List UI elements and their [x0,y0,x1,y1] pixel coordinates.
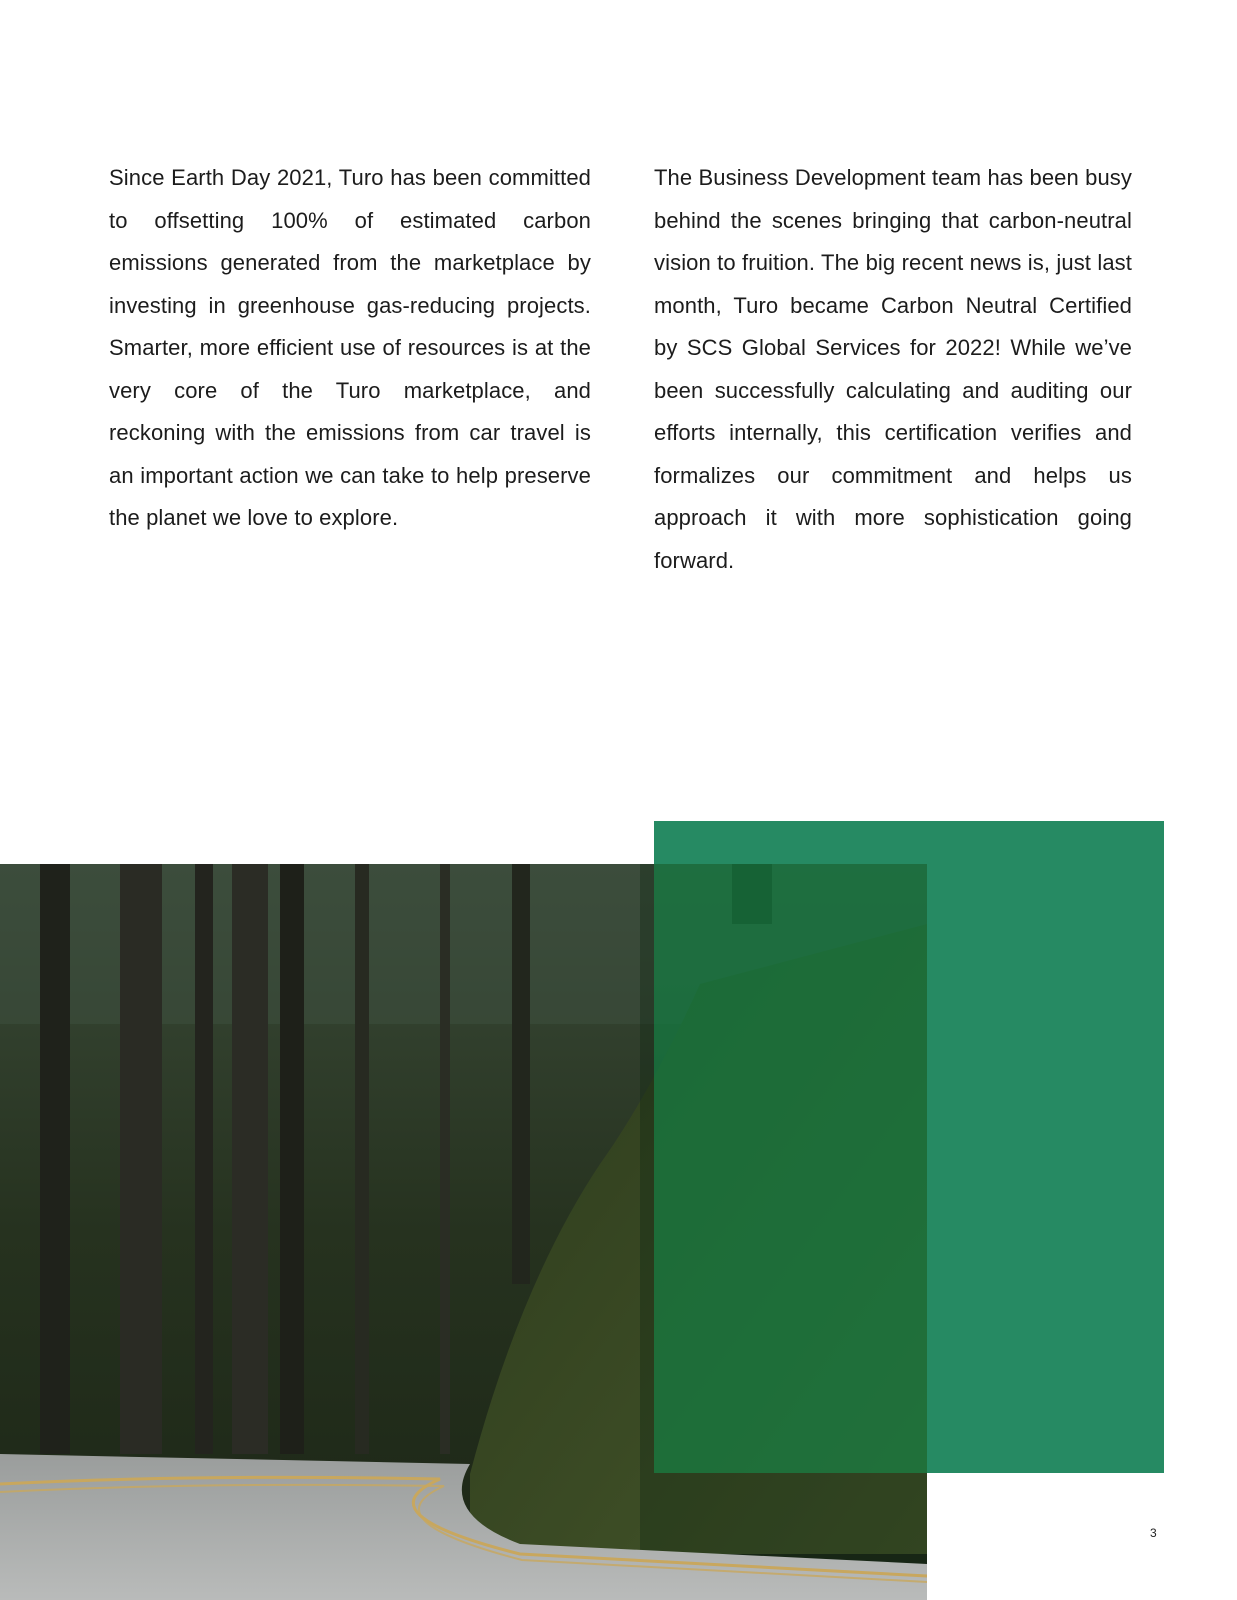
page-number: 3 [1150,1526,1157,1540]
left-paragraph: Since Earth Day 2021, Turo has been committed to offsetting 100% of estimated carbon emissions generated from the marketplace by investing in greenhouse gas-reducing projects. Smarter, more efficient use of resources is at the very core of the Turo marketplace, and reckoning with the emissions from car travel is an important action we can take to help preserve the planet we love to explore. [109,165,591,530]
right-paragraph: The Business Development team has been busy behind the scenes bringing that carbon-neutral vision to fruition. The big recent news is, just last month, Turo became Carbon Neutral Certified by SCS Global Services for 2022! While we’ve been successfully calculating and auditing our efforts internally, this certification verifies and formalizes our commitment and helps us approach it with more sophistication going forward. [654,165,1132,573]
green-tint-overlay [654,864,927,1473]
